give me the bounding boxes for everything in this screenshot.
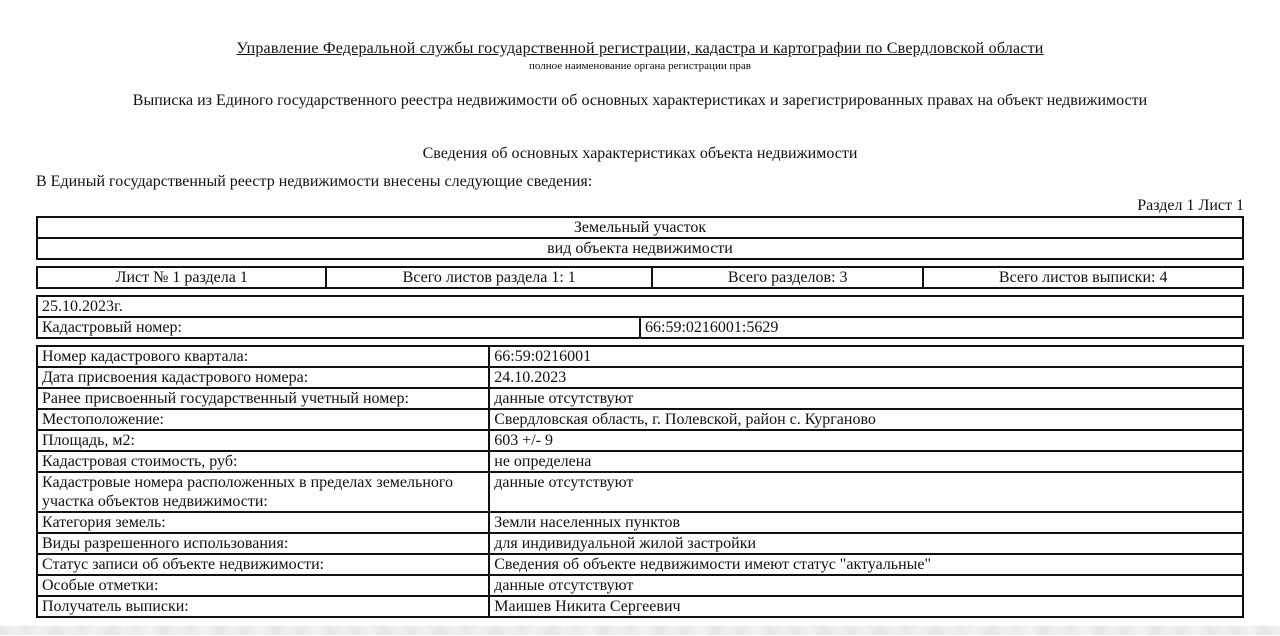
table-row bbox=[37, 575, 1243, 596]
table-row bbox=[37, 267, 1243, 288]
table-row bbox=[37, 512, 1243, 533]
row-value: данные отсутствуют bbox=[489, 472, 1243, 512]
row-value: Маишев Никита Сергеевич bbox=[489, 596, 1243, 617]
row-value: не определена bbox=[489, 451, 1243, 472]
row-value: данные отсутствуют bbox=[489, 388, 1243, 409]
row-value: для индивидуальной жилой застройки bbox=[489, 533, 1243, 554]
authority-caption: полное наименование органа регистрации прав bbox=[529, 60, 751, 72]
authority-title: Управление Федеральной службы государственной регистрации, кадастра и картографии по Свердловской области bbox=[236, 40, 1044, 57]
table-row bbox=[37, 554, 1243, 575]
row-value: 603 +/- 9 bbox=[489, 430, 1243, 451]
document-title: Выписка из Единого государственного реестра недвижимости об основных характеристиках и зарегистрированных правах на объект недвижимости bbox=[132, 92, 1148, 109]
row-label: Кадастровые номера расположенных в пределах земельного участка объектов недвижимости: bbox=[37, 472, 489, 512]
table-row bbox=[37, 596, 1243, 617]
table-row bbox=[37, 367, 1243, 388]
row-label: Номер кадастрового квартала: bbox=[37, 346, 489, 367]
table-row bbox=[37, 296, 1243, 317]
table-row bbox=[37, 451, 1243, 472]
row-label: Статус записи об объекте недвижимости: bbox=[37, 554, 489, 575]
table-row bbox=[37, 409, 1243, 430]
row-label: Виды разрешенного использования: bbox=[37, 533, 489, 554]
main-attributes-table bbox=[36, 345, 1244, 618]
table-row bbox=[37, 472, 1243, 512]
row-value: 66:59:0216001 bbox=[489, 346, 1243, 367]
table-row bbox=[37, 533, 1243, 554]
object-type-value: Земельный участок bbox=[37, 217, 1243, 238]
date-cadastral-table bbox=[36, 295, 1244, 339]
row-label: Местоположение: bbox=[37, 409, 489, 430]
table-row bbox=[37, 217, 1243, 238]
section-title: Сведения об основных характеристиках объекта недвижимости bbox=[422, 145, 858, 162]
sheet-cell: Всего разделов: 3 bbox=[652, 267, 923, 288]
cadastral-number-value: 66:59:0216001:5629 bbox=[640, 317, 1243, 338]
row-label: Кадастровая стоимость, руб: bbox=[37, 451, 489, 472]
extract-date: 25.10.2023г. bbox=[37, 296, 1243, 317]
row-label: Площадь, м2: bbox=[37, 430, 489, 451]
row-label: Получатель выписки: bbox=[37, 596, 489, 617]
row-value: Земли населенных пунктов bbox=[489, 512, 1243, 533]
object-type-caption: вид объекта недвижимости bbox=[37, 238, 1243, 259]
table-row bbox=[37, 238, 1243, 259]
row-label: Категория земель: bbox=[37, 512, 489, 533]
row-label: Особые отметки: bbox=[37, 575, 489, 596]
table-row bbox=[37, 346, 1243, 367]
scan-artifact-band bbox=[0, 626, 1280, 635]
sheet-cell: Всего листов раздела 1: 1 bbox=[326, 267, 652, 288]
sheet-indicator: Раздел 1 Лист 1 bbox=[1137, 197, 1244, 214]
row-label: Дата присвоения кадастрового номера: bbox=[37, 367, 489, 388]
table-row bbox=[37, 430, 1243, 451]
object-type-table bbox=[36, 216, 1244, 260]
intro-line: В Единый государственный реестр недвижимости внесены следующие сведения: bbox=[36, 173, 593, 190]
sheet-cell: Всего листов выписки: 4 bbox=[923, 267, 1243, 288]
row-value: данные отсутствуют bbox=[489, 575, 1243, 596]
row-value: Свердловская область, г. Полевской, район с. Курганово bbox=[489, 409, 1243, 430]
cadastral-number-label: Кадастровый номер: bbox=[37, 317, 640, 338]
table-row bbox=[37, 388, 1243, 409]
row-value: 24.10.2023 bbox=[489, 367, 1243, 388]
sheet-cell: Лист № 1 раздела 1 bbox=[37, 267, 326, 288]
row-label: Ранее присвоенный государственный учетный номер: bbox=[37, 388, 489, 409]
sheets-table bbox=[36, 266, 1244, 289]
table-row bbox=[37, 317, 1243, 338]
row-value: Сведения об объекте недвижимости имеют статус "актуальные" bbox=[489, 554, 1243, 575]
